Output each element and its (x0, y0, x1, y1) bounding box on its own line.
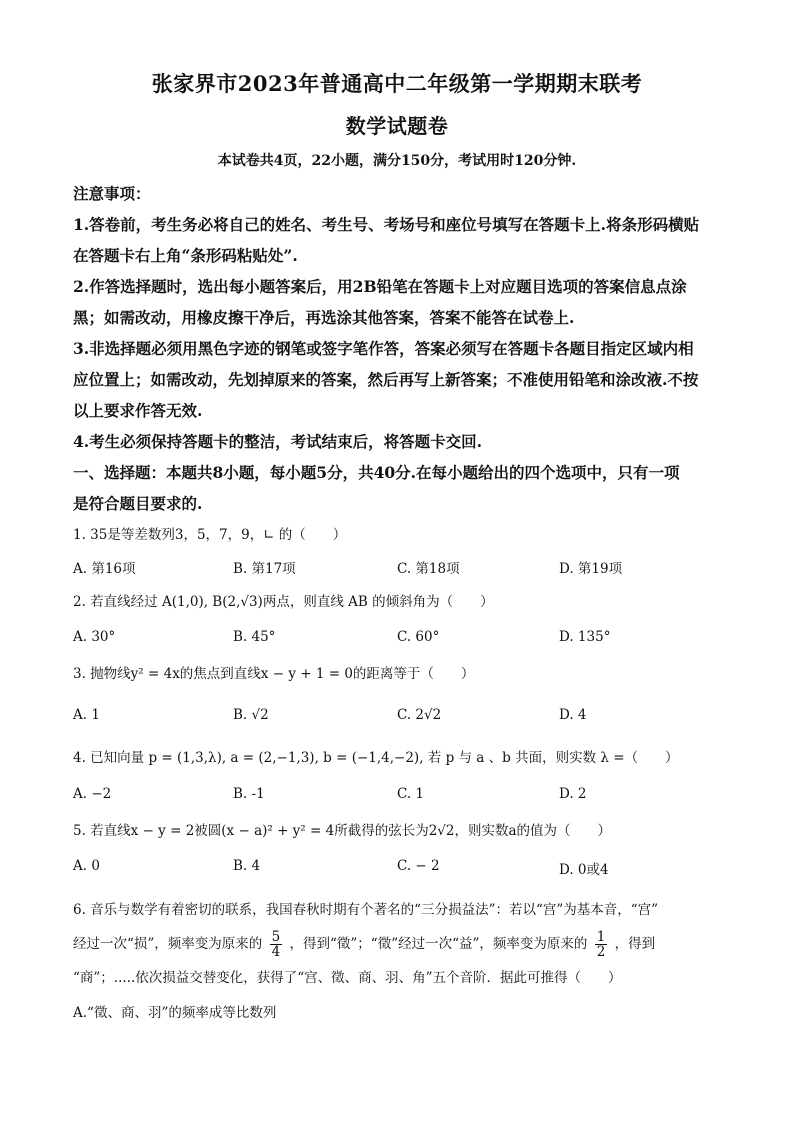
q6-line-2-part-b: ，得到“徵”；“徵”经过一次“益”，频率变为原来的 (289, 936, 588, 952)
q2-option-b: B. 45° (233, 629, 276, 645)
q6-line-2 (73, 927, 733, 961)
q5-option-a: A. 0 (73, 858, 100, 874)
q6-fraction-5-4 (270, 930, 283, 959)
q6-line-2-part-a: 经过一次“损”，频率变为原来的 (73, 936, 263, 952)
q5-option-b: B. 4 (233, 858, 261, 874)
question-4-stem: 4. 已知向量 p = (1,3,λ), a = (2,−1,3), b = (−1,4,−2), 若 p 与 a 、b 共面，则实数 λ =（ ） (73, 750, 679, 766)
note-1-line-2: 在答题卡右上角“条形码粘贴处”. (73, 246, 298, 265)
q4-option-b: B. -1 (233, 786, 265, 802)
q6-line-3: “商”；.....依次损益交替变化，获得了“宫、徵、商、羽、角”五个音阶．据此可推得（ ） (73, 970, 622, 986)
q4-option-d: D. 2 (559, 786, 587, 802)
q6-frac2-denominator: 2 (596, 944, 606, 960)
question-1-options (73, 557, 733, 579)
section-heading-line-1: 一、选择题：本题共8小题，每小题5分，共40分.在每小题给出的四个选项中，只有一项 (73, 463, 680, 482)
note-4: 4.考生必须保持答题卡的整洁，考试结束后，将答题卡交回. (73, 432, 483, 451)
exam-title: 张家界市2023年普通高中二年级第一学期期末联考 (151, 71, 643, 96)
q2-option-c: C. 60° (397, 629, 440, 645)
q6-fraction-1-2 (595, 930, 608, 959)
question-1-stem: 1. 35是等差数列3，5，7，9，∟ 的（ ） (73, 527, 347, 543)
q6-frac2-numerator: 1 (596, 929, 606, 945)
exam-subtitle: 数学试题卷 (345, 114, 449, 138)
question-2-options (73, 629, 733, 651)
question-4-options (73, 786, 733, 808)
q6-line-1: 6. 音乐与数学有着密切的联系，我国春秋时期有个著名的“三分损益法”：若以“宫”为基本音，“宫” (73, 902, 659, 918)
q4-option-a: A. −2 (73, 786, 112, 802)
exam-info: 本试卷共4页，22小题，满分150分，考试用时120分钟. (217, 153, 577, 169)
q1-option-c: C. 第18项 (397, 561, 460, 577)
q6-option-a: A.“徵、商、羽”的频率成等比数列 (73, 1005, 277, 1021)
note-2-line-1: 2.作答选择题时，选出每小题答案后，用2B铅笔在答题卡上对应题目选项的答案信息点涂 (73, 277, 687, 296)
note-2-line-2: 黑；如需改动，用橡皮擦干净后，再选涂其他答案，答案不能答在试卷上. (73, 308, 575, 327)
q6-line-2-part-c: ，得到 (614, 936, 656, 952)
q5-option-c: C. − 2 (397, 858, 440, 874)
note-3-line-3: 以上要求作答无效. (73, 401, 203, 420)
question-5-stem: 5. 若直线x − y = 2被圆(x − a)² + y² = 4所截得的弦长为2√2，则实数a的值为（ ） (73, 823, 612, 839)
question-2-stem: 2. 若直线经过 A(1,0), B(2,√3)两点，则直线 AB 的倾斜角为（ ） (73, 594, 494, 610)
question-5-options (73, 858, 733, 880)
question-3-options (73, 707, 733, 729)
note-3-line-1: 3.非选择题必须用黑色字迹的钢笔或签字笔作答，答案必须写在答题卡各题目指定区域内相 (73, 339, 694, 358)
q4-option-c: C. 1 (397, 786, 425, 802)
q2-option-d: D. 135° (559, 629, 611, 645)
q2-option-a: A. 30° (73, 629, 116, 645)
q3-option-d: D. 4 (559, 707, 587, 723)
q3-option-a: A. 1 (73, 707, 100, 723)
section-heading-line-2: 是符合题目要求的. (73, 494, 203, 513)
q1-option-b: B. 第17项 (233, 561, 296, 577)
q6-frac1-denominator: 4 (271, 944, 281, 960)
q3-option-c: C. 2√2 (397, 707, 442, 723)
note-3-line-2: 应位置上；如需改动，先划掉原来的答案，然后再写上新答案；不准使用铅笔和涂改液.不按 (73, 370, 699, 389)
q3-option-b: B. √2 (233, 707, 269, 723)
question-6-stem (73, 893, 733, 995)
notes-block (73, 178, 723, 519)
notes-heading: 注意事项： (73, 184, 151, 203)
q6-frac1-numerator: 5 (271, 929, 281, 945)
question-3-stem: 3. 抛物线y² = 4x的焦点到直线x − y + 1 = 0的距离等于（ ） (73, 666, 475, 682)
q1-option-d: D. 第19项 (559, 561, 623, 577)
q5-option-d: D. 0或4 (559, 862, 609, 878)
note-1-line-1: 1.答卷前，考生务必将自己的姓名、考生号、考场号和座位号填写在答题卡上.将条形码横贴 (73, 215, 700, 234)
q1-option-a: A. 第16项 (73, 561, 136, 577)
